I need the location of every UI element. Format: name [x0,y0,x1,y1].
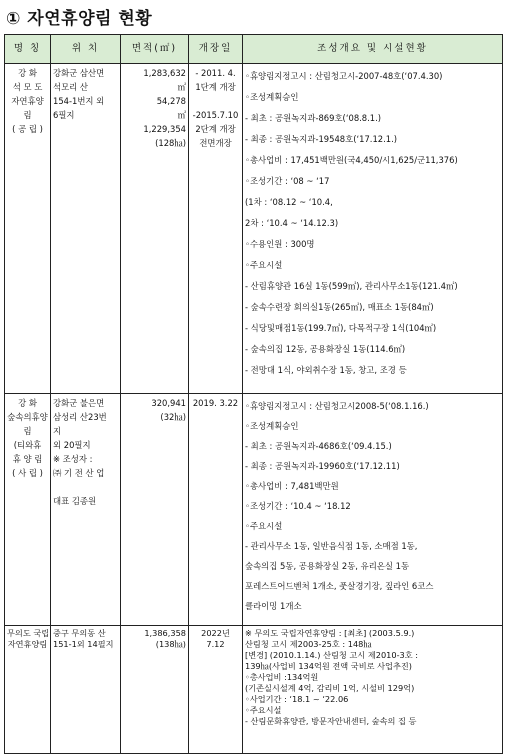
cell-area-line: 1,229,354 [143,124,186,134]
cell-location-line: 석모리 산 [53,82,89,92]
cell-name-line: 숲속의휴양 [7,412,48,422]
cell-details-line: - 산림휴양관 16실 1동(599㎡), 관리사무소1동(121.4㎡) [245,281,458,291]
cell-opening-line: 2022년 [201,628,230,638]
cell-details-line: - 숲속수련장 회의실1동(265㎡), 매표소 1동(84㎡) [245,302,434,312]
cell-name-line: 림 [23,110,32,120]
cell-opening-line: 2019. 3.22 [192,398,239,408]
cell-name [5,64,51,394]
header-details: 조성개요 및 시설현황 [243,35,503,64]
cell-name-line: 무의도 국립 [7,628,50,638]
cell-details-line: ◦총사업비 : 17,451백만원(국4,450/시1,625/군11,376) [245,155,458,165]
cell-name-line: 휴 양 림 [12,454,43,464]
cell-opening-line [191,94,240,108]
cell-area-line: (32㏊) [160,412,186,422]
cell-details-line: ◦총사업비 :134억원 [245,672,319,682]
cell-name-line: ( 사 립 ) [12,468,43,478]
cell-location-line: 삼성리 산23번 [53,412,107,422]
cell-details-line: ◦수용인원 : 300명 [245,239,315,249]
cell-details-line: ◦주요시설 [245,705,282,715]
cell-location [51,394,121,626]
cell-opening [189,394,243,626]
cell-opening-line: -2015.7.10 [192,110,239,120]
table-row [5,394,503,626]
cell-details-line: ◦조성기간 : ‘08 ~ ‘17 [245,176,330,186]
cell-details-line: ◦조성계획승인 [245,92,299,102]
cell-area [121,64,189,394]
recreation-forest-table [4,34,503,754]
cell-details-line: - 전망대 1식, 야외취수장 1동, 창고, 조경 등 [245,365,407,375]
cell-details-line: - 관리사무소 1동, 일반음식점 1동, 소매점 1동, [245,541,418,551]
cell-details-line: ◦휴양림지정고시 : 산림청고시2008-5(‘08.1.16.) [245,401,429,411]
cell-details-line: - 식당및매점1동(199.7㎡), 다목적구장 1식(104㎡) [245,323,437,333]
cell-details-line: 포레스트어드벤처 1개소, 풋살경기장, 짚라인 6코스 [245,581,434,591]
cell-location [51,626,121,754]
cell-location-line: 지 [53,426,62,436]
cell-name-line: 강 화 [18,68,37,78]
cell-details [243,64,503,394]
page-title: ① 자연휴양림 현황 [6,9,153,29]
cell-details [243,394,503,626]
cell-details-line: ※ 무의도 국립자연휴양림 : [최초] (2003.5.9.) [245,628,415,638]
cell-details-line: - 숲속의집 12동, 공용화장실 1동(114.6㎡) [245,344,406,354]
cell-details-line: - 최종 : 공원녹지과-19960호(‘17.12.11) [245,461,400,471]
cell-location-line: 외 20필지 [53,440,91,450]
header-name: 명 칭 [5,35,51,64]
cell-opening-line: 7.12 [206,639,225,649]
cell-area-line: (128㏊) [155,138,186,148]
cell-details [243,626,503,754]
cell-details-line: ◦사업기간 : ‘18.1 ~ ‘22.06 [245,694,349,704]
cell-location [51,64,121,394]
cell-details-line: (기존실시설계 4억, 감리비 1억, 시설비 129억) [245,683,415,693]
header-opening: 개장일 [189,35,243,64]
cell-details-line: ◦조성계획승인 [245,421,299,431]
cell-details-line: 139㏊(사업비 134억원 전액 국비로 사업추진) [245,661,412,671]
header-location: 위 치 [51,35,121,64]
header-area: 면적(㎡) [121,35,189,64]
cell-area-line: 320,941 [151,398,186,408]
cell-details-line: - 최종 : 공원녹지과-19548호(‘17.12.1.) [245,134,398,144]
cell-location-line: ㈜ 기 전 산 업 [53,468,105,478]
cell-name-line: 자연휴양 [11,96,44,106]
cell-details-line: - 최초 : 공원녹지과-869호(‘08.8.1.) [245,113,382,123]
table-header-row [5,35,503,64]
cell-details-line: 숲속의집 5동, 공용화장실 2동, 유리온실 1동 [245,561,410,571]
cell-location-line [53,480,118,494]
cell-name-line: 림 [23,426,32,436]
cell-location-line: 대표 김종원 [53,496,97,506]
cell-name [5,394,51,626]
cell-details-line: 산림청 고시 제2003-25호 : 148㏊ [245,639,372,649]
cell-area-line: 54,278 [156,96,186,106]
cell-area [121,626,189,754]
cell-location-line: 강화군 불은면 [53,398,105,408]
cell-location-line: ※ 조성자 : [53,454,93,464]
cell-area-line: 1,283,632 [143,68,186,78]
cell-opening-line: 전면개장 [199,138,232,148]
cell-details-line: [변경] (2010.1.14.) 산림청 고시 제2010-3호 : [245,650,419,660]
table-row [5,626,503,754]
cell-name-line: 강 화 [18,398,37,408]
cell-name-line: 석 모 도 [12,82,43,92]
cell-location-line: 151-1외 14필지 [53,639,114,649]
cell-name-line: 자연휴양림 [7,639,48,649]
cell-location-line: 강화군 삼산면 [53,68,105,78]
cell-opening-line: - 2011. 4. [195,68,236,78]
cell-details-line: ◦주요시설 [245,260,283,270]
cell-location-line: 154-1번지 외 [53,96,105,106]
cell-location-line: 6필지 [53,110,75,120]
cell-name-line: ( 공 립 ) [12,124,43,134]
cell-area-line: ㎡ [177,82,186,92]
cell-area [121,394,189,626]
cell-location-line: 중구 무의동 산 [53,628,106,638]
cell-opening [189,64,243,394]
cell-area-line: 1,386,358 [144,628,186,638]
cell-details-line: 2차 : ‘10.4 ~ ‘14.12.3) [245,218,339,228]
cell-details-line: - 산림문화휴양관, 방문자안내센터, 숲속의 집 등 [245,716,417,726]
cell-details-line: - 최초 : 공원녹지과-4686호(‘09.4.15.) [245,441,392,451]
cell-details-line: 클라이밍 1개소 [245,601,302,611]
cell-details-line: ◦조성기간 : ‘10.4 ~ ‘18.12 [245,501,351,511]
cell-details-line: ◦총사업비 : 7,481백만원 [245,481,339,491]
cell-name [5,626,51,754]
table-row [5,64,503,394]
cell-details-line: ◦주요시설 [245,521,283,531]
cell-name-line: (티와휴 [13,440,42,450]
cell-opening [189,626,243,754]
cell-opening-line: 2단계 개장 [195,124,236,134]
cell-details-line: ◦휴양림지정고시 : 산림청고시-2007-48호(‘07.4.30) [245,71,443,81]
cell-details-line: (1차 : ‘08.12 ~ ‘10.4, [245,197,333,207]
cell-area-line: (138㏊) [155,639,186,649]
cell-opening-line: 1단계 개장 [195,82,236,92]
cell-area-line: ㎡ [177,110,186,120]
